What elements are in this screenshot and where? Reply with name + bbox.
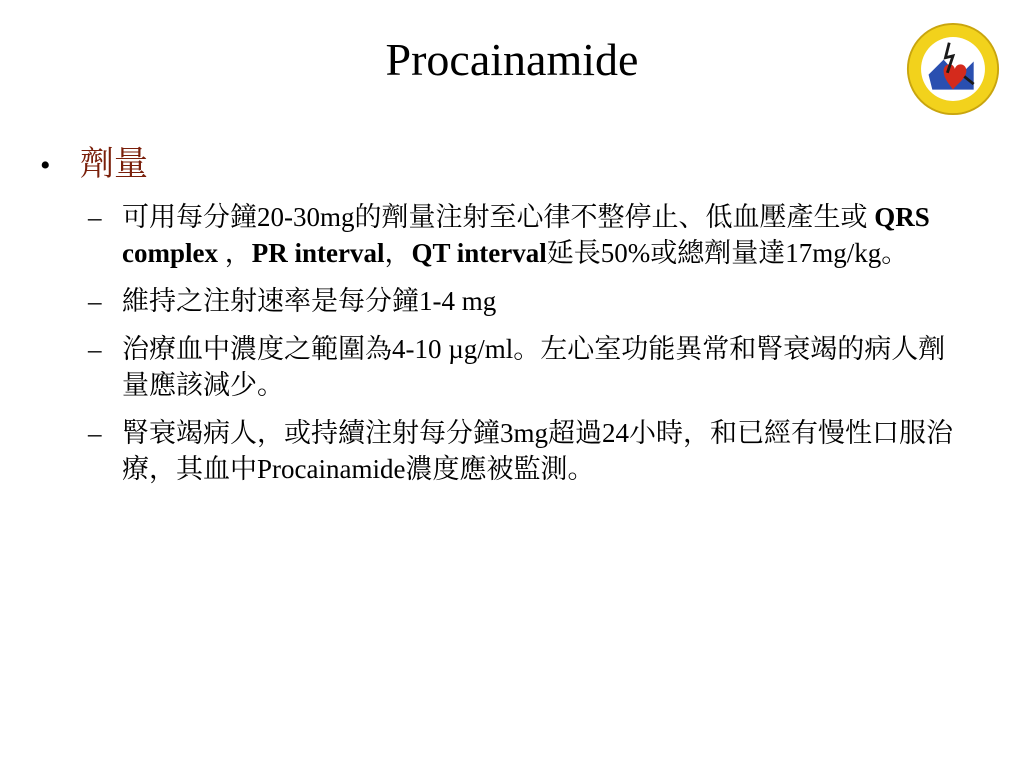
sub-bullet-dash: – (88, 286, 102, 316)
sub-bullet-dash: – (88, 334, 102, 364)
sub-bullet-item (40, 199, 970, 271)
sub-bullet-dash: – (88, 418, 102, 448)
sub-bullet-item (40, 415, 970, 487)
sub-bullet-text: 治療血中濃度之範圍為4-10 µg/ml。左心室功能異常和腎衰竭的病人劑量應該減少。 (122, 334, 946, 400)
bullet-heading-row (40, 140, 970, 191)
society-seal-icon (906, 22, 1000, 116)
bold-term: QRS complex (122, 202, 930, 268)
sub-bullet-text: ， (384, 238, 412, 268)
sub-bullet-item (40, 283, 970, 319)
sub-bullet-text: 維持之注射速率是每分鐘1-4 mg (122, 286, 497, 316)
sub-bullet-text: ， (217, 238, 252, 268)
sub-bullet-item (40, 331, 970, 403)
slide-title: Procainamide (385, 34, 639, 85)
sub-bullet-dash: – (88, 202, 102, 232)
bold-term: PR interval (251, 238, 385, 268)
slide-body (40, 140, 970, 499)
bold-term: QT interval (411, 238, 547, 268)
sub-bullet-text: 延長50%或總劑量達17mg/kg。 (546, 238, 909, 268)
sub-bullet-text: 腎衰竭病人，或持續注射每分鐘3mg超過24小時，和已經有慢性口服治療，其血中Procainamide濃度應被監測。 (122, 418, 954, 484)
sub-bullet-text: 可用每分鐘20-30mg的劑量注射至心律不整停止、低血壓產生或 (122, 202, 875, 232)
bullet-marker: • (40, 149, 51, 182)
bullet-heading: 劑量 (80, 146, 148, 183)
sub-bullet-list (40, 199, 970, 487)
